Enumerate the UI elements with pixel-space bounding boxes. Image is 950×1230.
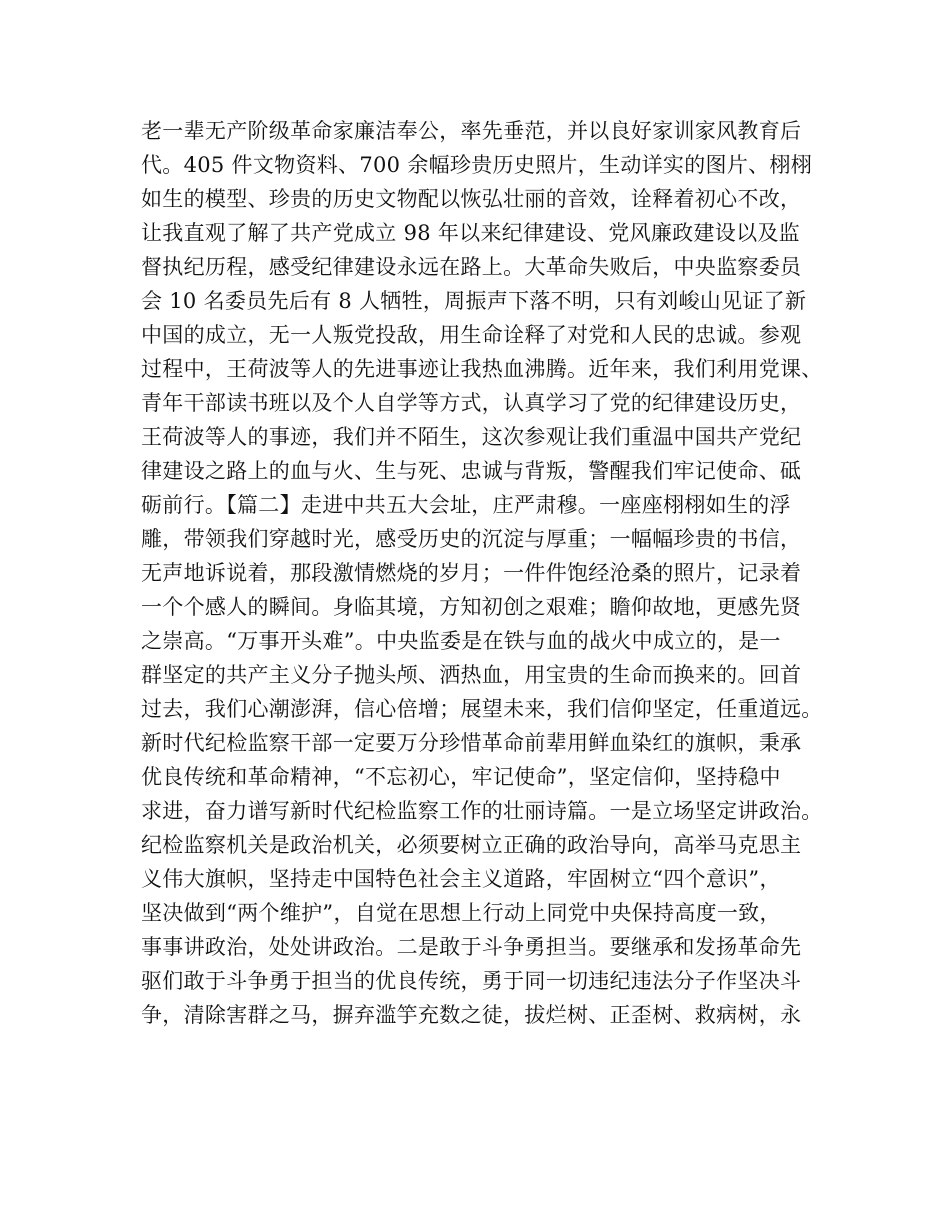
text-line: 群坚定的共产主义分子抛头颅、洒热血，用宝贵的生命而换来的。回首: [141, 663, 802, 687]
text-line: 代。405 件文物资料、700 余幅珍贵历史照片，生动详实的图片、栩栩: [141, 153, 813, 177]
text-line: 中国的成立，无一人叛党投敌，用生命诠释了对党和人民的忠诚。参观: [141, 323, 802, 347]
text-line: 过程中，王荷波等人的先进事迹让我热血沸腾。近年来，我们利用党课、: [141, 357, 823, 381]
text-line: 无声地诉说着，那段激情燃烧的岁月；一件件饱经沧桑的照片，记录着: [141, 561, 802, 585]
text-line: 争，清除害群之马，摒弃滥竽充数之徒，拔烂树、正歪树、救病树，永: [141, 1003, 802, 1027]
body-text: [141, 114, 821, 1032]
text-line: 求进，奋力谱写新时代纪检监察工作的壮丽诗篇。一是立场坚定讲政治。: [141, 799, 823, 823]
text-line: 一个个感人的瞬间。身临其境，方知初创之艰难；瞻仰故地，更感先贤: [141, 595, 802, 619]
text-line: 老一辈无产阶级革命家廉洁奉公，率先垂范，并以良好家训家风教育后: [141, 119, 802, 143]
text-line: 优良传统和革命精神，“不忘初心，牢记使命”，坚定信仰，坚持稳中: [141, 765, 781, 789]
text-line: 督执纪历程，感受纪律建设永远在路上。大革命失败后，中央监察委员: [141, 255, 802, 279]
text-line: 义伟大旗帜，坚持走中国特色社会主义道路，牢固树立“四个意识”，: [141, 867, 781, 891]
text-line: 过去，我们心潮澎湃，信心倍增；展望未来，我们信仰坚定，任重道远。: [141, 697, 823, 721]
text-line: 如生的模型、珍贵的历史文物配以恢弘壮丽的音效，诠释着初心不改，: [141, 187, 802, 211]
text-line: 青年干部读书班以及个人自学等方式，认真学习了党的纪律建设历史，: [141, 391, 802, 415]
text-line: 雕，带领我们穿越时光，感受历史的沉淀与厚重；一幅幅珍贵的书信，: [141, 527, 802, 551]
text-line: 之崇高。“万事开头难”。中央监委是在铁与血的战火中成立的，是一: [141, 629, 781, 653]
text-line: 坚决做到“两个维护”，自觉在思想上行动上同党中央保持高度一致，: [141, 901, 781, 925]
text-line: 王荷波等人的事迹，我们并不陌生，这次参观让我们重温中国共产党纪: [141, 425, 802, 449]
text-line: 砺前行。【篇二】走进中共五大会址，庄严肃穆。一座座栩栩如生的浮: [141, 493, 791, 517]
text-line: 会 10 名委员先后有 8 人牺牲，周振声下落不明，只有刘峻山见证了新: [141, 289, 807, 313]
text-line: 律建设之路上的血与火、生与死、忠诚与背叛，警醒我们牢记使命、砥: [141, 459, 802, 483]
text-line: 事事讲政治，处处讲政治。二是敢于斗争勇担当。要继承和发扬革命先: [141, 935, 802, 959]
text-line: 新时代纪检监察干部一定要万分珍惜革命前辈用鲜血染红的旗帜，秉承: [141, 731, 802, 755]
text-line: 纪检监察机关是政治机关，必须要树立正确的政治导向，高举马克思主: [141, 833, 802, 857]
text-line: 让我直观了解了共产党成立 98 年以来纪律建设、党风廉政建设以及监: [141, 221, 800, 245]
text-line: 驱们敢于斗争勇于担当的优良传统，勇于同一切违纪违法分子作坚决斗: [141, 969, 802, 993]
